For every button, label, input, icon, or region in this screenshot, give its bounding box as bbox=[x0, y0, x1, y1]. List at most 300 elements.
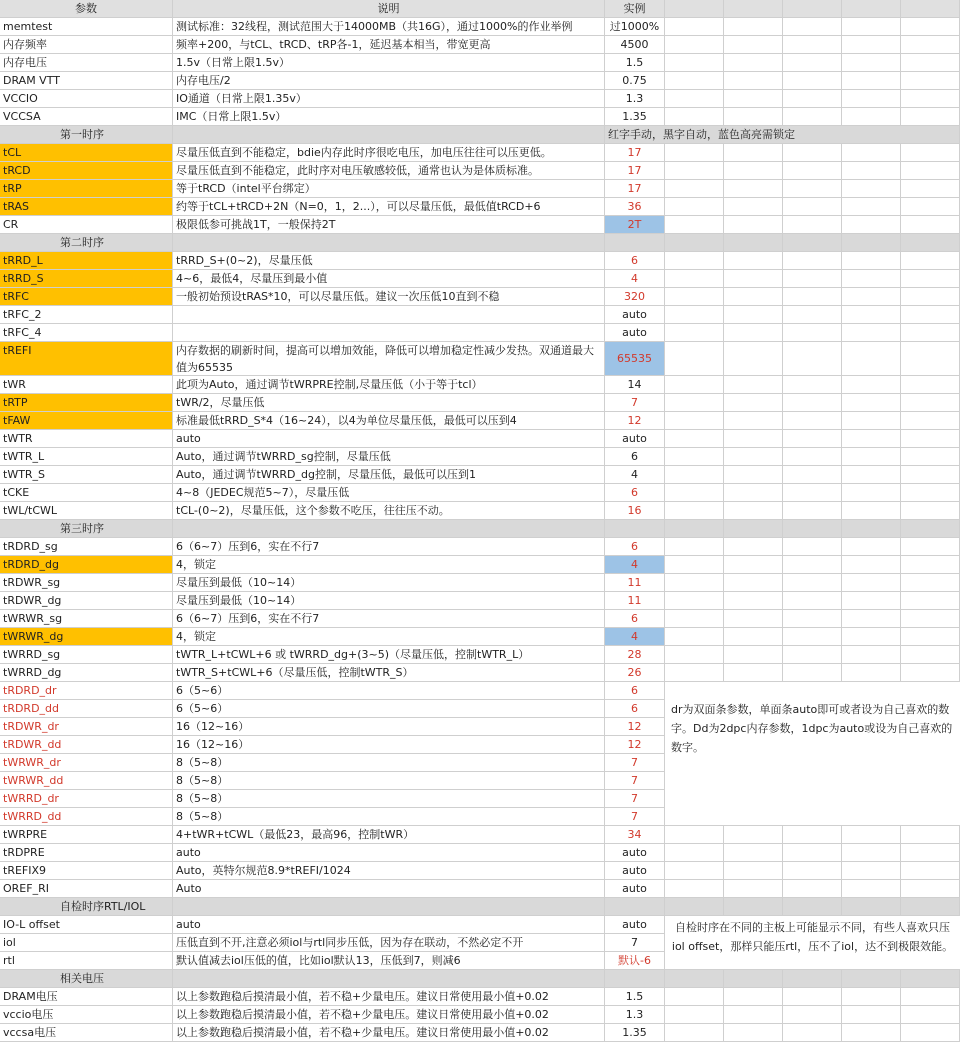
empty-cell bbox=[665, 36, 724, 54]
param-name[interactable]: tWTR bbox=[0, 430, 173, 448]
param-description[interactable]: 4+tWR+tCWL（最低23，最高96，控制tWR） bbox=[173, 826, 605, 844]
param-name[interactable]: tWRRD_dg bbox=[0, 664, 173, 682]
empty-cell bbox=[842, 252, 901, 270]
param-value[interactable]: 1.5 bbox=[605, 54, 665, 72]
param-name[interactable]: IO-L offset bbox=[0, 916, 173, 934]
param-description[interactable]: 8（5~8） bbox=[173, 754, 605, 772]
param-value[interactable]: 2T bbox=[605, 216, 665, 234]
param-value[interactable]: 6 bbox=[605, 448, 665, 466]
empty-cell bbox=[842, 376, 901, 394]
section-fill bbox=[724, 898, 783, 916]
param-name[interactable]: tWR bbox=[0, 376, 173, 394]
empty-cell bbox=[665, 646, 724, 664]
empty-cell bbox=[724, 1024, 783, 1042]
param-value[interactable]: 1.35 bbox=[605, 108, 665, 126]
param-value[interactable]: 过1000% bbox=[605, 18, 665, 36]
param-value[interactable]: 17 bbox=[605, 144, 665, 162]
empty-cell bbox=[842, 448, 901, 466]
param-name[interactable]: tRCD bbox=[0, 162, 173, 180]
param-value[interactable]: auto bbox=[605, 324, 665, 342]
empty-cell bbox=[724, 538, 783, 556]
param-description[interactable]: 6（6~7）压到6，实在不行7 bbox=[173, 538, 605, 556]
param-name[interactable]: VCCSA bbox=[0, 108, 173, 126]
empty-cell bbox=[783, 484, 842, 502]
empty-cell bbox=[783, 412, 842, 430]
empty-cell bbox=[901, 826, 960, 844]
section-fill bbox=[173, 970, 605, 988]
empty-cell bbox=[724, 610, 783, 628]
param-description[interactable]: 6（6~7）压到6，实在不行7 bbox=[173, 610, 605, 628]
param-name[interactable]: tWRRD_sg bbox=[0, 646, 173, 664]
empty-cell bbox=[842, 628, 901, 646]
section-fill bbox=[605, 970, 665, 988]
param-name[interactable]: tRAS bbox=[0, 198, 173, 216]
param-name[interactable]: tRFC bbox=[0, 288, 173, 306]
param-description[interactable]: 测试标准：32线程，测试范围大于14000MB（共16G），通过1000%的作业举例 bbox=[173, 18, 605, 36]
empty-cell bbox=[842, 394, 901, 412]
section-header: 自检时序RTL/IOL bbox=[0, 898, 173, 916]
param-name[interactable]: rtl bbox=[0, 952, 173, 970]
param-value[interactable]: 12 bbox=[605, 412, 665, 430]
param-name[interactable]: tREFIX9 bbox=[0, 862, 173, 880]
param-name[interactable]: tRDRD_dg bbox=[0, 556, 173, 574]
empty-cell bbox=[665, 324, 724, 342]
empty-cell bbox=[724, 324, 783, 342]
empty-cell bbox=[842, 592, 901, 610]
param-description[interactable]: IMC（日常上限1.5v） bbox=[173, 108, 605, 126]
param-value[interactable]: 6 bbox=[605, 682, 665, 700]
section-fill bbox=[901, 898, 960, 916]
empty-cell bbox=[901, 574, 960, 592]
empty-cell bbox=[901, 466, 960, 484]
param-description[interactable]: 8（5~8） bbox=[173, 790, 605, 808]
empty-cell bbox=[665, 1006, 724, 1024]
param-value[interactable]: 7 bbox=[605, 394, 665, 412]
empty-cell bbox=[724, 180, 783, 198]
param-description[interactable]: auto bbox=[173, 430, 605, 448]
empty-cell bbox=[724, 342, 783, 376]
empty-cell bbox=[842, 646, 901, 664]
param-value[interactable]: 6 bbox=[605, 538, 665, 556]
empty-cell bbox=[665, 306, 724, 324]
empty-cell bbox=[665, 484, 724, 502]
param-name[interactable]: tRDWR_dg bbox=[0, 592, 173, 610]
param-name[interactable]: tWRWR_dr bbox=[0, 754, 173, 772]
empty-cell bbox=[842, 556, 901, 574]
empty-cell bbox=[783, 342, 842, 376]
param-value[interactable]: 28 bbox=[605, 646, 665, 664]
param-name[interactable]: tRFC_2 bbox=[0, 306, 173, 324]
param-name[interactable]: tFAW bbox=[0, 412, 173, 430]
empty-cell bbox=[783, 180, 842, 198]
empty-cell bbox=[783, 646, 842, 664]
empty-cell bbox=[842, 412, 901, 430]
empty-cell bbox=[665, 72, 724, 90]
empty-cell bbox=[724, 1006, 783, 1024]
param-value[interactable]: 17 bbox=[605, 162, 665, 180]
param-value[interactable]: 4500 bbox=[605, 36, 665, 54]
empty-cell bbox=[665, 90, 724, 108]
empty-cell bbox=[783, 502, 842, 520]
param-description[interactable]: 尽量压低直到不能稳定，bdie内存此时序很吃电压，加电压往往可以压更低。 bbox=[173, 144, 605, 162]
param-name[interactable]: tWTR_S bbox=[0, 466, 173, 484]
param-value[interactable]: 17 bbox=[605, 180, 665, 198]
param-value[interactable]: auto bbox=[605, 916, 665, 934]
empty-cell bbox=[901, 252, 960, 270]
param-value[interactable]: 16 bbox=[605, 502, 665, 520]
param-value[interactable]: 6 bbox=[605, 484, 665, 502]
param-name[interactable]: tRDRD_sg bbox=[0, 538, 173, 556]
empty-cell bbox=[783, 448, 842, 466]
empty-cell bbox=[842, 144, 901, 162]
empty-cell bbox=[665, 198, 724, 216]
param-description[interactable]: 默认值减去iol压低的值，比如iol默认13，压低到7，则减6 bbox=[173, 952, 605, 970]
param-value[interactable]: 0.75 bbox=[605, 72, 665, 90]
param-value[interactable]: auto bbox=[605, 430, 665, 448]
param-description[interactable]: 6（5~6） bbox=[173, 682, 605, 700]
empty-cell bbox=[724, 412, 783, 430]
empty-cell bbox=[665, 412, 724, 430]
empty-cell bbox=[724, 288, 783, 306]
param-name[interactable]: CR bbox=[0, 216, 173, 234]
empty-cell bbox=[724, 484, 783, 502]
param-name[interactable]: tWTR_L bbox=[0, 448, 173, 466]
empty-cell bbox=[724, 36, 783, 54]
empty-cell bbox=[783, 880, 842, 898]
param-name[interactable]: tRDPRE bbox=[0, 844, 173, 862]
section-fill bbox=[605, 898, 665, 916]
param-description[interactable]: 尽量压到最低（10~14） bbox=[173, 574, 605, 592]
param-value[interactable]: 14 bbox=[605, 376, 665, 394]
param-name[interactable]: tWRWR_dg bbox=[0, 628, 173, 646]
section-fill bbox=[783, 234, 842, 252]
param-value[interactable]: auto bbox=[605, 862, 665, 880]
param-description[interactable]: 频率+200，与tCL、tRCD、tRP各-1，延迟基本相当，带宽更高 bbox=[173, 36, 605, 54]
empty-cell bbox=[842, 18, 901, 36]
legend-note: 红字手动，黑字自动，蓝色高亮需锁定 bbox=[605, 126, 960, 144]
section-fill bbox=[665, 898, 724, 916]
empty-cell bbox=[724, 18, 783, 36]
empty-cell bbox=[842, 162, 901, 180]
empty-header-cell bbox=[901, 0, 960, 18]
param-description[interactable]: 8（5~8） bbox=[173, 772, 605, 790]
param-description[interactable]: 一般初始预设tRAS*10，可以尽量压低。建议一次压低10直到不稳 bbox=[173, 288, 605, 306]
empty-cell bbox=[783, 270, 842, 288]
empty-cell bbox=[901, 324, 960, 342]
param-value[interactable]: auto bbox=[605, 844, 665, 862]
empty-cell bbox=[783, 306, 842, 324]
param-value[interactable]: 12 bbox=[605, 718, 665, 736]
empty-cell bbox=[901, 556, 960, 574]
param-name[interactable]: tRRD_S bbox=[0, 270, 173, 288]
param-description[interactable]: tWR/2，尽量压低 bbox=[173, 394, 605, 412]
param-value[interactable]: 6 bbox=[605, 252, 665, 270]
param-description[interactable]: 4，锁定 bbox=[173, 556, 605, 574]
empty-cell bbox=[665, 54, 724, 72]
empty-cell bbox=[783, 288, 842, 306]
empty-cell bbox=[724, 826, 783, 844]
section-fill bbox=[901, 970, 960, 988]
param-value[interactable]: 11 bbox=[605, 574, 665, 592]
param-name[interactable]: tWRPRE bbox=[0, 826, 173, 844]
empty-cell bbox=[842, 108, 901, 126]
param-value[interactable]: 6 bbox=[605, 610, 665, 628]
empty-cell bbox=[783, 826, 842, 844]
section-fill bbox=[724, 520, 783, 538]
param-name[interactable]: 内存频率 bbox=[0, 36, 173, 54]
param-value[interactable]: 36 bbox=[605, 198, 665, 216]
empty-cell bbox=[842, 324, 901, 342]
empty-cell bbox=[665, 574, 724, 592]
empty-cell bbox=[665, 502, 724, 520]
param-value[interactable]: 34 bbox=[605, 826, 665, 844]
empty-cell bbox=[783, 862, 842, 880]
empty-cell bbox=[901, 628, 960, 646]
empty-cell bbox=[842, 664, 901, 682]
param-name[interactable]: tRDWR_dr bbox=[0, 718, 173, 736]
empty-cell bbox=[842, 342, 901, 376]
empty-cell bbox=[901, 862, 960, 880]
empty-cell bbox=[665, 448, 724, 466]
param-description[interactable] bbox=[173, 324, 605, 342]
empty-cell bbox=[842, 844, 901, 862]
empty-cell bbox=[665, 556, 724, 574]
param-description[interactable]: 6（5~6） bbox=[173, 700, 605, 718]
empty-cell bbox=[783, 144, 842, 162]
param-value[interactable]: 4 bbox=[605, 270, 665, 288]
empty-cell bbox=[783, 844, 842, 862]
empty-cell bbox=[842, 288, 901, 306]
param-description[interactable]: 内存数据的刷新时间，提高可以增加效能，降低可以增加稳定性减少发热。双通道最大值为65535 bbox=[173, 342, 605, 376]
param-value[interactable]: 65535 bbox=[605, 342, 665, 376]
empty-cell bbox=[901, 36, 960, 54]
empty-cell bbox=[665, 376, 724, 394]
param-description[interactable]: Auto，通过调节tWRRD_dg控制，尽量压低，最低可以压到1 bbox=[173, 466, 605, 484]
param-description[interactable]: tRRD_S+(0~2)，尽量压低 bbox=[173, 252, 605, 270]
param-value[interactable]: 7 bbox=[605, 808, 665, 826]
empty-cell bbox=[901, 198, 960, 216]
param-name[interactable]: DRAM VTT bbox=[0, 72, 173, 90]
param-name[interactable]: vccsa电压 bbox=[0, 1024, 173, 1042]
param-value[interactable]: 11 bbox=[605, 592, 665, 610]
param-description[interactable]: 4~8（JEDEC规范5~7），尽量压低 bbox=[173, 484, 605, 502]
param-value[interactable]: 7 bbox=[605, 754, 665, 772]
empty-cell bbox=[665, 216, 724, 234]
param-value[interactable]: 1.3 bbox=[605, 1006, 665, 1024]
param-name[interactable]: tRP bbox=[0, 180, 173, 198]
param-description[interactable]: 等于tRCD（intel平台绑定） bbox=[173, 180, 605, 198]
param-value[interactable]: 4 bbox=[605, 466, 665, 484]
param-name[interactable]: tRDRD_dr bbox=[0, 682, 173, 700]
param-name[interactable]: tWRWR_sg bbox=[0, 610, 173, 628]
empty-cell bbox=[724, 556, 783, 574]
empty-cell bbox=[783, 628, 842, 646]
param-name[interactable]: OREF_RI bbox=[0, 880, 173, 898]
empty-cell bbox=[724, 144, 783, 162]
empty-cell bbox=[842, 72, 901, 90]
param-value[interactable]: 1.35 bbox=[605, 1024, 665, 1042]
param-value[interactable]: 6 bbox=[605, 700, 665, 718]
param-name[interactable]: tCKE bbox=[0, 484, 173, 502]
empty-cell bbox=[783, 610, 842, 628]
empty-cell bbox=[842, 1006, 901, 1024]
empty-cell bbox=[724, 108, 783, 126]
param-name[interactable]: tRDRD_dd bbox=[0, 700, 173, 718]
param-value[interactable]: 1.5 bbox=[605, 988, 665, 1006]
param-description[interactable]: 以上参数跑稳后摸清最小值，若不稳+少量电压。建议日常使用最小值+0.02 bbox=[173, 1024, 605, 1042]
param-description[interactable]: tCL-(0~2)，尽量压低，这个参数不吃压，往往压不动。 bbox=[173, 502, 605, 520]
param-description[interactable]: 4~6，最低4，尽量压到最小值 bbox=[173, 270, 605, 288]
empty-cell bbox=[783, 90, 842, 108]
param-name[interactable]: tWRRD_dr bbox=[0, 790, 173, 808]
param-value[interactable]: 12 bbox=[605, 736, 665, 754]
param-description[interactable]: IO通道（日常上限1.35v） bbox=[173, 90, 605, 108]
param-name[interactable]: tWRWR_dd bbox=[0, 772, 173, 790]
param-description[interactable]: 此项为Auto，通过调节tWRPRE控制,尽量压低（小于等于tcl） bbox=[173, 376, 605, 394]
section-fill bbox=[901, 234, 960, 252]
empty-header-cell bbox=[724, 0, 783, 18]
empty-cell bbox=[842, 198, 901, 216]
empty-cell bbox=[901, 216, 960, 234]
param-name[interactable]: vccio电压 bbox=[0, 1006, 173, 1024]
param-description[interactable]: tWTR_L+tCWL+6 或 tWRRD_dg+(3~5)（尽量压低，控制tWTR_L） bbox=[173, 646, 605, 664]
empty-cell bbox=[665, 180, 724, 198]
param-value[interactable]: 7 bbox=[605, 772, 665, 790]
param-description[interactable]: auto bbox=[173, 844, 605, 862]
param-value[interactable]: 7 bbox=[605, 790, 665, 808]
empty-cell bbox=[665, 880, 724, 898]
empty-cell bbox=[665, 592, 724, 610]
param-name[interactable]: tWL/tCWL bbox=[0, 502, 173, 520]
empty-cell bbox=[665, 108, 724, 126]
empty-cell bbox=[901, 90, 960, 108]
empty-cell bbox=[901, 54, 960, 72]
section-fill bbox=[783, 898, 842, 916]
param-description[interactable]: 16（12~16） bbox=[173, 736, 605, 754]
empty-cell bbox=[783, 216, 842, 234]
param-value[interactable]: auto bbox=[605, 880, 665, 898]
param-description[interactable]: auto bbox=[173, 916, 605, 934]
section-fill bbox=[783, 970, 842, 988]
param-description[interactable]: 标准最低tRRD_S*4（16~24），以4为单位尽量压低，最低可以压到4 bbox=[173, 412, 605, 430]
empty-cell bbox=[665, 252, 724, 270]
param-description[interactable]: Auto，通过调节tWRRD_sg控制，尽量压低 bbox=[173, 448, 605, 466]
empty-cell bbox=[901, 610, 960, 628]
empty-cell bbox=[783, 574, 842, 592]
param-name[interactable]: tCL bbox=[0, 144, 173, 162]
param-value[interactable]: 4 bbox=[605, 628, 665, 646]
empty-cell bbox=[842, 90, 901, 108]
param-value[interactable]: 1.3 bbox=[605, 90, 665, 108]
param-name[interactable]: 内存电压 bbox=[0, 54, 173, 72]
empty-cell bbox=[783, 430, 842, 448]
param-description[interactable]: 内存电压/2 bbox=[173, 72, 605, 90]
empty-cell bbox=[665, 844, 724, 862]
param-description[interactable]: 极限低参可挑战1T，一般保持2T bbox=[173, 216, 605, 234]
param-name[interactable]: tREFI bbox=[0, 342, 173, 376]
param-value[interactable]: auto bbox=[605, 306, 665, 324]
empty-cell bbox=[901, 448, 960, 466]
param-name[interactable]: tRFC_4 bbox=[0, 324, 173, 342]
param-description[interactable]: 尽量压到最低（10~14） bbox=[173, 592, 605, 610]
empty-cell bbox=[842, 538, 901, 556]
param-name[interactable]: tRTP bbox=[0, 394, 173, 412]
empty-cell bbox=[783, 988, 842, 1006]
empty-cell bbox=[901, 162, 960, 180]
param-description[interactable]: 8（5~8） bbox=[173, 808, 605, 826]
param-value[interactable]: 26 bbox=[605, 664, 665, 682]
empty-cell bbox=[901, 502, 960, 520]
empty-header-cell bbox=[783, 0, 842, 18]
param-value[interactable]: 320 bbox=[605, 288, 665, 306]
section-fill bbox=[842, 520, 901, 538]
empty-cell bbox=[724, 376, 783, 394]
param-name[interactable]: tRDWR_dd bbox=[0, 736, 173, 754]
section-fill bbox=[901, 520, 960, 538]
param-name[interactable]: tRDWR_sg bbox=[0, 574, 173, 592]
empty-cell bbox=[783, 162, 842, 180]
section-header: 相关电压 bbox=[0, 970, 173, 988]
param-description[interactable]: 4，锁定 bbox=[173, 628, 605, 646]
empty-cell bbox=[901, 592, 960, 610]
param-name[interactable]: memtest bbox=[0, 18, 173, 36]
empty-cell bbox=[842, 484, 901, 502]
param-value[interactable]: 默认-6 bbox=[605, 952, 665, 970]
empty-cell bbox=[665, 144, 724, 162]
section-header: 第二时序 bbox=[0, 234, 173, 252]
empty-cell bbox=[842, 36, 901, 54]
empty-cell bbox=[724, 844, 783, 862]
param-name[interactable]: tWRRD_dd bbox=[0, 808, 173, 826]
param-description[interactable]: Auto，英特尔规范8.9*tREFI/1024 bbox=[173, 862, 605, 880]
empty-cell bbox=[724, 466, 783, 484]
param-name[interactable]: VCCIO bbox=[0, 90, 173, 108]
param-description[interactable] bbox=[173, 306, 605, 324]
param-description[interactable]: 16（12~16） bbox=[173, 718, 605, 736]
empty-cell bbox=[842, 306, 901, 324]
empty-cell bbox=[724, 448, 783, 466]
param-description[interactable]: 以上参数跑稳后摸清最小值，若不稳+少量电压。建议日常使用最小值+0.02 bbox=[173, 988, 605, 1006]
empty-cell bbox=[842, 574, 901, 592]
column-header-value: 实例 bbox=[605, 0, 665, 18]
param-description[interactable]: 约等于tCL+tRCD+2N（N=0，1，2...），可以尽量压低，最低值tRCD+6 bbox=[173, 198, 605, 216]
empty-cell bbox=[901, 108, 960, 126]
param-description[interactable]: Auto bbox=[173, 880, 605, 898]
empty-cell bbox=[724, 664, 783, 682]
param-description[interactable]: 尽量压低直到不能稳定，此时序对电压敏感较低，通常也认为是体质标准。 bbox=[173, 162, 605, 180]
param-value[interactable]: 4 bbox=[605, 556, 665, 574]
empty-cell bbox=[724, 270, 783, 288]
empty-cell bbox=[842, 880, 901, 898]
empty-cell bbox=[724, 646, 783, 664]
param-description[interactable]: 压低直到不开,注意必须iol与rtl同步压低，因为存在联动，不然必定不开 bbox=[173, 934, 605, 952]
param-name[interactable]: iol bbox=[0, 934, 173, 952]
empty-cell bbox=[724, 72, 783, 90]
section-fill bbox=[724, 234, 783, 252]
param-value[interactable]: 7 bbox=[605, 934, 665, 952]
empty-cell bbox=[665, 1024, 724, 1042]
section-fill bbox=[842, 970, 901, 988]
param-description[interactable]: 以上参数跑稳后摸清最小值，若不稳+少量电压。建议日常使用最小值+0.02 bbox=[173, 1006, 605, 1024]
param-description[interactable]: 1.5v（日常上限1.5v） bbox=[173, 54, 605, 72]
empty-cell bbox=[665, 18, 724, 36]
empty-cell bbox=[901, 412, 960, 430]
empty-cell bbox=[783, 36, 842, 54]
section-fill bbox=[605, 234, 665, 252]
param-description[interactable]: tWTR_S+tCWL+6（尽量压低，控制tWTR_S） bbox=[173, 664, 605, 682]
param-name[interactable]: tRRD_L bbox=[0, 252, 173, 270]
param-name[interactable]: DRAM电压 bbox=[0, 988, 173, 1006]
